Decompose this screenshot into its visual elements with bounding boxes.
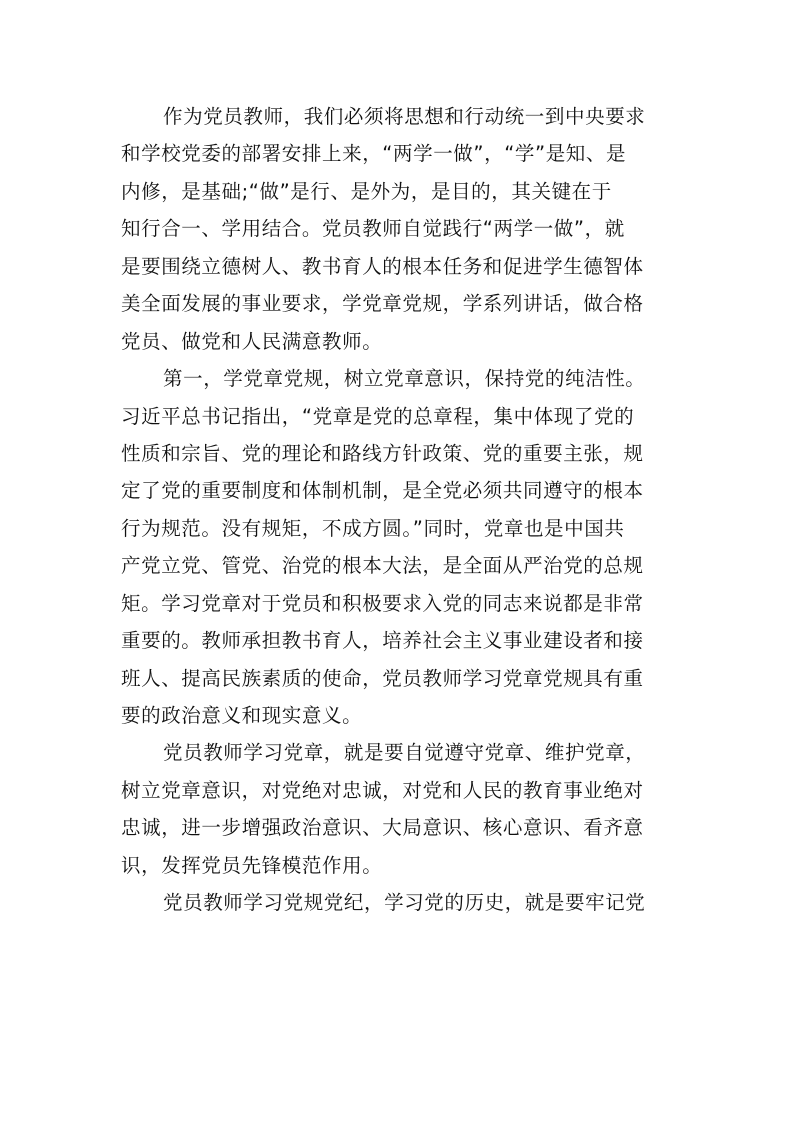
paragraph-2-line-4: 定了党的重要制度和体制机制，是全党必须共同遵守的根本: [121, 479, 644, 503]
paragraph-2-line-10: 要的政治意义和现实意义。: [121, 704, 363, 727]
paragraph-1-line-5: 是要围绕立德树人、教书育人的根本任务和促进学生德智体: [121, 254, 644, 278]
paragraph-2-line-9: 班人、提高民族素质的使命，党员教师学习党章党规具有重: [121, 666, 644, 690]
paragraph-1-line-6: 美全面发展的事业要求，学党章党规，学系列讲话，做合格: [121, 292, 644, 316]
body-text: [121, 98, 691, 922]
paragraph-2-line-3: 性质和宗旨、党的理论和路线方针政策、党的重要主张，规: [121, 441, 644, 465]
paragraph-3-line-4: 识，发挥党员先锋模范作用。: [121, 853, 383, 877]
paragraph-1-line-1: 作为党员教师，我们必须将思想和行动统一到中央要求: [163, 105, 646, 128]
paragraph-2-line-8: 重要的。教师承担教书育人，培养社会主义事业建设者和接: [121, 629, 644, 653]
paragraph-3-line-1: 党员教师学习党章，就是要自觉遵守党章、维护党章，: [163, 741, 646, 765]
paragraph-2-line-1: 第一，学党章党规，树立党章意识，保持党的纯洁性。: [163, 367, 646, 391]
paragraph-2-line-7: 矩。学习党章对于党员和积极要求入党的同志来说都是非常: [121, 591, 644, 615]
paragraph-2-line-5: 行为规范。没有规矩，不成方圆。”同时，党章也是中国共: [121, 516, 625, 540]
paragraph-2-line-6: 产党立党、管党、治党的根本大法，是全面从严治党的总规: [121, 554, 644, 578]
paragraph-1-line-4: 知行合一、学用结合。党员教师自觉践行“两学一做”，就: [121, 217, 625, 241]
paragraph-2-line-2: 习近平总书记指出，“党章是党的总章程，集中体现了党的: [121, 404, 635, 428]
paragraph-1-line-3: 内修，是基础;“做”是行、是外为，是目的，其关键在于: [121, 179, 612, 203]
paragraph-3-line-2: 树立党章意识，对党绝对忠诚，对党和人民的教育事业绝对: [121, 778, 644, 802]
paragraph-4-line-1: 党员教师学习党规党纪，学习党的历史，就是要牢记党: [163, 891, 646, 915]
paragraph-3-line-3: 忠诚，进一步增强政治意识、大局意识、核心意识、看齐意: [121, 816, 644, 840]
paragraph-1-line-7: 党员、做党和人民满意教师。: [121, 329, 383, 353]
paragraph-1-line-2: 和学校党委的部署安排上来，“两学一做”，“学”是知、是: [121, 142, 627, 166]
